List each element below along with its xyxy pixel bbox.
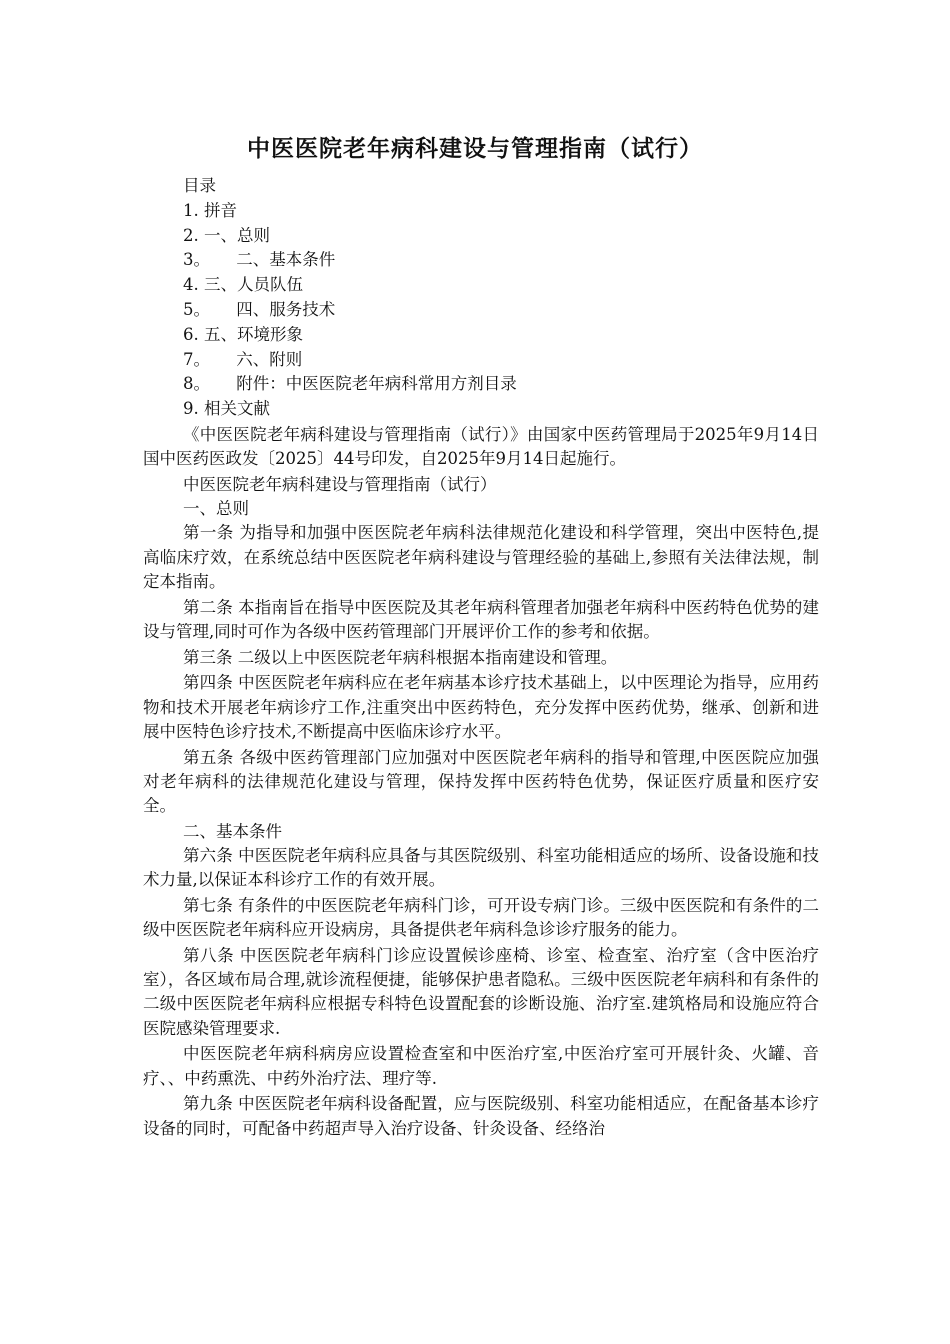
section-heading-general: 一、总则 (183, 499, 249, 519)
toc-item: 3。 二、基本条件 (183, 250, 336, 270)
article-6: 第六条 中医医院老年病科应具备与其医院级别、科室功能相适应的场所、设备设施和技术力量,以保证本科诊疗工作的有效开展。 (143, 846, 819, 890)
intro-paragraph: 《中医医院老年病科建设与管理指南（试行）》由国家中医药管理局于2025年9月14日国中医药医政发〔2025〕44号印发，自2025年9月14日起施行。 (143, 425, 819, 469)
toc-item: 2. 一、总则 (183, 225, 270, 245)
toc-item: 7。 六、附则 (183, 349, 303, 369)
toc-item: 8。 附件：中医医院老年病科常用方剂目录 (183, 374, 517, 394)
article-9: 第九条 中医医院老年病科设备配置，应与医院级别、科室功能相适应，在配备基本诊疗设备的同时，可配备中药超声导入治疗设备、针灸设备、经络治 (143, 1094, 819, 1138)
article-3: 第三条 二级以上中医医院老年病科根据本指南建设和管理。 (183, 647, 618, 667)
document-body (143, 423, 819, 1142)
article-8: 第八条 中医医院老年病科门诊应设置候诊座椅、诊室、检查室、治疗室（含中医治疗室），各区域布局合理,就诊流程便捷，能够保护患者隐私。三级中医医院老年病科和有条件的二级中医医院老年病科应根据专科特色设置配套的诊断设施、治疗室.建筑格局和设施应符合医院感染管理要求. (143, 946, 819, 1038)
toc-item: 1. 拼音 (183, 200, 237, 220)
section-heading-basic-conditions: 二、基本条件 (183, 821, 282, 841)
toc-item: 5。 四、服务技术 (183, 299, 336, 319)
article-1: 第一条 为指导和加强中医医院老年病科法律规范化建设和科学管理，突出中医特色,提高临床疗效，在系统总结中医医院老年病科建设与管理经验的基础上,参照有关法律法规，制定本指南。 (143, 523, 819, 591)
document-title: 中医医院老年病科建设与管理指南（试行） (247, 136, 703, 162)
toc-heading: 目录 (183, 176, 216, 195)
table-of-contents (183, 174, 517, 422)
toc-item: 4. 三、人员队伍 (183, 275, 303, 295)
article-2: 第二条 本指南旨在指导中医医院及其老年病科管理者加强老年病科中医药特色优势的建设与管理,同时可作为各级中医药管理部门开展评价工作的参考和依据。 (143, 597, 819, 641)
article-4: 第四条 中医医院老年病科应在老年病基本诊疗技术基础上，以中医理论为指导，应用药物和技术开展老年病诊疗工作,注重突出中医药特色，充分发挥中医药优势，继承、创新和进展中医特色诊疗技术,不断提高中医临床诊疗水平。 (143, 673, 819, 741)
toc-item: 9. 相关文献 (183, 399, 270, 419)
article-7: 第七条 有条件的中医医院老年病科门诊，可开设专病门诊。三级中医医院和有条件的二级中医医院老年病科应开设病房，具备提供老年病科急诊诊疗服务的能力。 (143, 896, 819, 940)
ward-paragraph: 中医医院老年病科病房应设置检查室和中医治疗室,中医治疗室可开展针灸、火罐、音疗、、中药熏洗、中药外治疗法、理疗等. (143, 1044, 819, 1088)
toc-item: 6. 五、环境形象 (183, 324, 303, 344)
article-5: 第五条 各级中医药管理部门应加强对中医医院老年病科的指导和管理,中医医院应加强对老年病科的法律规范化建设与管理，保持发挥中医药特色优势，保证医疗质量和医疗安全。 (143, 747, 819, 816)
subtitle-heading: 中医医院老年病科建设与管理指南（试行） (183, 475, 497, 494)
